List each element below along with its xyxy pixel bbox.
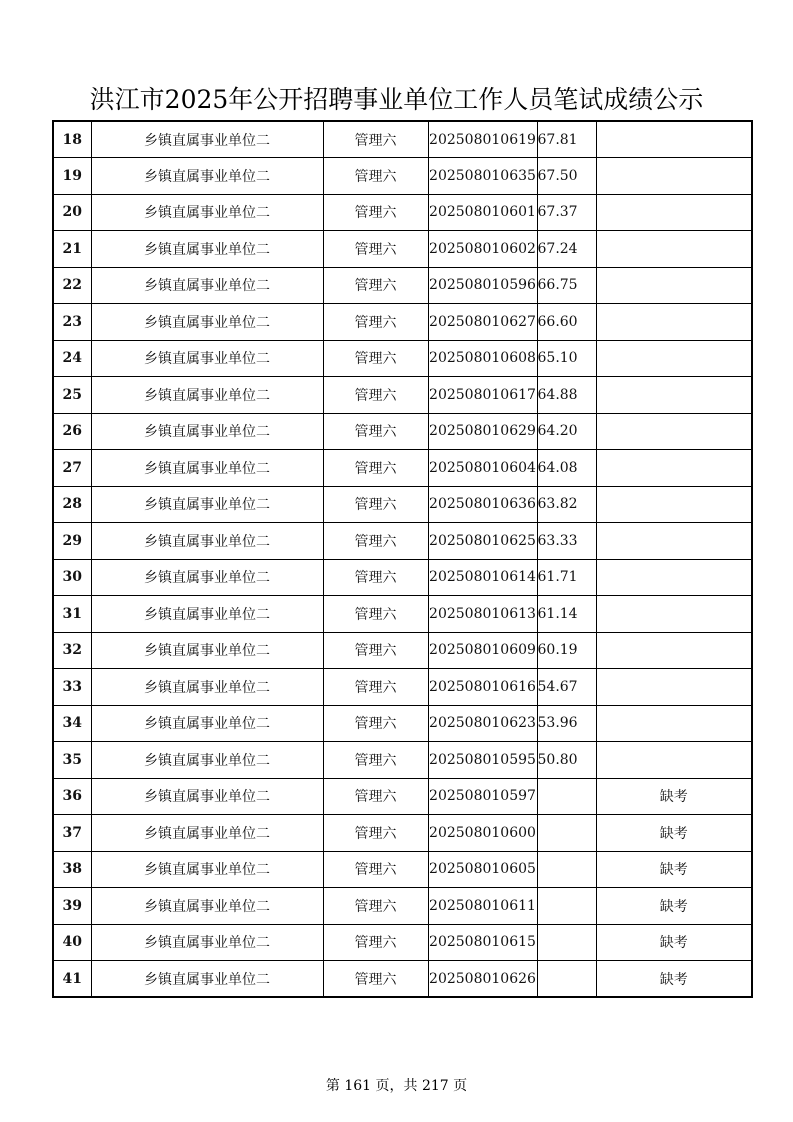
position-cell: 管理六 xyxy=(323,778,428,815)
row-number: 24 xyxy=(53,340,91,377)
exam-id-cell: 202508010595 xyxy=(428,742,537,779)
exam-id-cell: 202508010629 xyxy=(428,413,537,450)
row-number: 20 xyxy=(53,194,91,231)
row-number: 30 xyxy=(53,559,91,596)
row-number: 22 xyxy=(53,267,91,304)
row-number: 37 xyxy=(53,815,91,852)
position-cell: 管理六 xyxy=(323,523,428,560)
unit-cell: 乡镇直属事业单位二 xyxy=(91,304,323,341)
score-cell: 67.37 xyxy=(537,194,596,231)
table-row xyxy=(53,742,752,779)
row-number: 38 xyxy=(53,851,91,888)
exam-id-cell: 202508010609 xyxy=(428,632,537,669)
note-cell xyxy=(596,669,752,706)
row-number: 28 xyxy=(53,486,91,523)
score-cell: 67.81 xyxy=(537,121,596,158)
note-cell xyxy=(596,267,752,304)
note-cell xyxy=(596,596,752,633)
unit-cell: 乡镇直属事业单位二 xyxy=(91,377,323,414)
table-row xyxy=(53,888,752,925)
exam-id-cell: 202508010617 xyxy=(428,377,537,414)
unit-cell: 乡镇直属事业单位二 xyxy=(91,961,323,998)
score-cell: 61.14 xyxy=(537,596,596,633)
position-cell: 管理六 xyxy=(323,158,428,195)
score-cell: 66.75 xyxy=(537,267,596,304)
unit-cell: 乡镇直属事业单位二 xyxy=(91,705,323,742)
score-cell: 67.50 xyxy=(537,158,596,195)
score-cell: 63.33 xyxy=(537,523,596,560)
unit-cell: 乡镇直属事业单位二 xyxy=(91,596,323,633)
unit-cell: 乡镇直属事业单位二 xyxy=(91,340,323,377)
note-cell xyxy=(596,742,752,779)
position-cell: 管理六 xyxy=(323,961,428,998)
unit-cell: 乡镇直属事业单位二 xyxy=(91,888,323,925)
score-cell: 61.71 xyxy=(537,559,596,596)
score-cell: 64.88 xyxy=(537,377,596,414)
note-cell xyxy=(596,377,752,414)
position-cell: 管理六 xyxy=(323,267,428,304)
unit-cell: 乡镇直属事业单位二 xyxy=(91,194,323,231)
table-row xyxy=(53,632,752,669)
row-number: 18 xyxy=(53,121,91,158)
score-cell: 54.67 xyxy=(537,669,596,706)
note-cell xyxy=(596,523,752,560)
note-cell xyxy=(596,340,752,377)
unit-cell: 乡镇直属事业单位二 xyxy=(91,669,323,706)
position-cell: 管理六 xyxy=(323,596,428,633)
table-row xyxy=(53,340,752,377)
score-cell: 64.20 xyxy=(537,413,596,450)
score-cell: 53.96 xyxy=(537,705,596,742)
score-cell: 66.60 xyxy=(537,304,596,341)
score-cell xyxy=(537,961,596,998)
position-cell: 管理六 xyxy=(323,924,428,961)
row-number: 25 xyxy=(53,377,91,414)
position-cell: 管理六 xyxy=(323,742,428,779)
score-cell xyxy=(537,924,596,961)
position-cell: 管理六 xyxy=(323,815,428,852)
table-row xyxy=(53,413,752,450)
exam-id-cell: 202508010605 xyxy=(428,851,537,888)
note-cell xyxy=(596,450,752,487)
unit-cell: 乡镇直属事业单位二 xyxy=(91,815,323,852)
row-number: 27 xyxy=(53,450,91,487)
row-number: 21 xyxy=(53,231,91,268)
note-cell: 缺考 xyxy=(596,815,752,852)
table-row xyxy=(53,924,752,961)
row-number: 19 xyxy=(53,158,91,195)
position-cell: 管理六 xyxy=(323,851,428,888)
unit-cell: 乡镇直属事业单位二 xyxy=(91,450,323,487)
score-cell xyxy=(537,851,596,888)
row-number: 33 xyxy=(53,669,91,706)
row-number: 35 xyxy=(53,742,91,779)
exam-id-cell: 202508010635 xyxy=(428,158,537,195)
exam-id-cell: 202508010604 xyxy=(428,450,537,487)
note-cell xyxy=(596,632,752,669)
unit-cell: 乡镇直属事业单位二 xyxy=(91,559,323,596)
exam-id-cell: 202508010601 xyxy=(428,194,537,231)
table-row xyxy=(53,559,752,596)
table-row xyxy=(53,486,752,523)
exam-id-cell: 202508010625 xyxy=(428,523,537,560)
table-row xyxy=(53,231,752,268)
row-number: 39 xyxy=(53,888,91,925)
exam-id-cell: 202508010608 xyxy=(428,340,537,377)
note-cell xyxy=(596,705,752,742)
row-number: 40 xyxy=(53,924,91,961)
table-row xyxy=(53,158,752,195)
row-number: 34 xyxy=(53,705,91,742)
row-number: 36 xyxy=(53,778,91,815)
table-row xyxy=(53,377,752,414)
position-cell: 管理六 xyxy=(323,888,428,925)
exam-id-cell: 202508010596 xyxy=(428,267,537,304)
exam-id-cell: 202508010597 xyxy=(428,778,537,815)
note-cell xyxy=(596,486,752,523)
score-cell xyxy=(537,778,596,815)
score-cell: 60.19 xyxy=(537,632,596,669)
row-number: 41 xyxy=(53,961,91,998)
unit-cell: 乡镇直属事业单位二 xyxy=(91,158,323,195)
position-cell: 管理六 xyxy=(323,413,428,450)
note-cell: 缺考 xyxy=(596,778,752,815)
score-cell xyxy=(537,815,596,852)
note-cell xyxy=(596,231,752,268)
position-cell: 管理六 xyxy=(323,632,428,669)
unit-cell: 乡镇直属事业单位二 xyxy=(91,742,323,779)
note-cell xyxy=(596,158,752,195)
row-number: 23 xyxy=(53,304,91,341)
note-cell: 缺考 xyxy=(596,924,752,961)
note-cell xyxy=(596,194,752,231)
position-cell: 管理六 xyxy=(323,377,428,414)
table-row xyxy=(53,304,752,341)
position-cell: 管理六 xyxy=(323,705,428,742)
position-cell: 管理六 xyxy=(323,450,428,487)
row-number: 32 xyxy=(53,632,91,669)
table-row xyxy=(53,450,752,487)
unit-cell: 乡镇直属事业单位二 xyxy=(91,413,323,450)
table-row xyxy=(53,121,752,158)
row-number: 26 xyxy=(53,413,91,450)
exam-id-cell: 202508010619 xyxy=(428,121,537,158)
exam-id-cell: 202508010615 xyxy=(428,924,537,961)
exam-id-cell: 202508010627 xyxy=(428,304,537,341)
table-row xyxy=(53,596,752,633)
table-row xyxy=(53,851,752,888)
score-cell xyxy=(537,888,596,925)
exam-id-cell: 202508010616 xyxy=(428,669,537,706)
score-cell: 65.10 xyxy=(537,340,596,377)
page-title: 洪江市2025年公开招聘事业单位工作人员笔试成绩公示 xyxy=(89,85,704,114)
position-cell: 管理六 xyxy=(323,194,428,231)
table-row xyxy=(53,523,752,560)
exam-id-cell: 202508010623 xyxy=(428,705,537,742)
unit-cell: 乡镇直属事业单位二 xyxy=(91,486,323,523)
score-cell: 50.80 xyxy=(537,742,596,779)
unit-cell: 乡镇直属事业单位二 xyxy=(91,778,323,815)
score-cell: 67.24 xyxy=(537,231,596,268)
exam-id-cell: 202508010600 xyxy=(428,815,537,852)
note-cell xyxy=(596,121,752,158)
exam-id-cell: 202508010602 xyxy=(428,231,537,268)
position-cell: 管理六 xyxy=(323,231,428,268)
exam-id-cell: 202508010611 xyxy=(428,888,537,925)
note-cell: 缺考 xyxy=(596,888,752,925)
row-number: 31 xyxy=(53,596,91,633)
unit-cell: 乡镇直属事业单位二 xyxy=(91,523,323,560)
table-row xyxy=(53,267,752,304)
table-row xyxy=(53,705,752,742)
position-cell: 管理六 xyxy=(323,304,428,341)
note-cell xyxy=(596,413,752,450)
row-number: 29 xyxy=(53,523,91,560)
exam-id-cell: 202508010614 xyxy=(428,559,537,596)
unit-cell: 乡镇直属事业单位二 xyxy=(91,267,323,304)
exam-id-cell: 202508010613 xyxy=(428,596,537,633)
exam-id-cell: 202508010626 xyxy=(428,961,537,998)
table-row xyxy=(53,815,752,852)
note-cell: 缺考 xyxy=(596,961,752,998)
position-cell: 管理六 xyxy=(323,669,428,706)
table-row xyxy=(53,669,752,706)
unit-cell: 乡镇直属事业单位二 xyxy=(91,632,323,669)
unit-cell: 乡镇直属事业单位二 xyxy=(91,924,323,961)
note-cell xyxy=(596,559,752,596)
exam-id-cell: 202508010636 xyxy=(428,486,537,523)
scores-table-body xyxy=(53,121,752,997)
unit-cell: 乡镇直属事业单位二 xyxy=(91,231,323,268)
unit-cell: 乡镇直属事业单位二 xyxy=(91,121,323,158)
page-footer: 第 161 页，共 217 页 xyxy=(325,1078,468,1094)
score-cell: 64.08 xyxy=(537,450,596,487)
position-cell: 管理六 xyxy=(323,340,428,377)
scores-table xyxy=(52,120,753,998)
table-row xyxy=(53,778,752,815)
score-cell: 63.82 xyxy=(537,486,596,523)
position-cell: 管理六 xyxy=(323,486,428,523)
table-row xyxy=(53,194,752,231)
note-cell: 缺考 xyxy=(596,851,752,888)
unit-cell: 乡镇直属事业单位二 xyxy=(91,851,323,888)
note-cell xyxy=(596,304,752,341)
table-row xyxy=(53,961,752,998)
position-cell: 管理六 xyxy=(323,559,428,596)
position-cell: 管理六 xyxy=(323,121,428,158)
